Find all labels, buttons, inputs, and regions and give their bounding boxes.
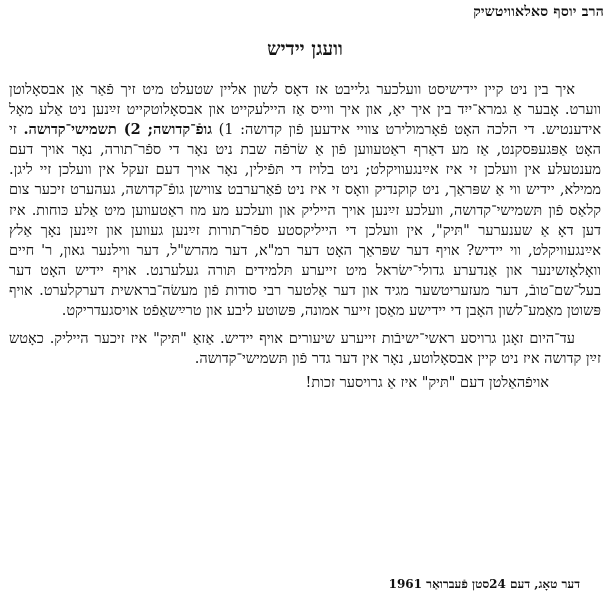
paragraph-1 bbox=[9, 80, 601, 321]
closing-line: אויפֿהאַלטן דעם "תּיק" איז אַ גרויסער זכות! bbox=[305, 375, 549, 392]
article-body bbox=[9, 80, 601, 393]
paragraph-2: עד־היום זאָגן גרויסע ראשי־ישיבֿות זייערע שיעורים אויף יידיש. אַזאַ "תּיק" איז זיכער הייליק. כאָטש זײַן קדושה איז ניט קיין אבסאָלוטע, נאָר אין דער גדר פֿון תּשמישי־קדושה. bbox=[9, 331, 601, 368]
paragraph-1-text-b: זי האָט אַפּגעפּסקנט, אַז מע דאַרף ראַטעווען פֿון אַ שׂרפֿה שבת ניט נאָר די ספֿר־תורה, נאָר אויך דעם מענטעלע אין וועלכן זי איז אײַנגעוויקלט; ניט בלויז די תּפֿילין, נאָר אויך דעם זעקל אין וועלכן זיי ליגן. ממילא, יידיש ווי אַ שפּראַך, ניט קוקנדיק וואָס זי איז ניט פֿאַרערבט צווישן גופֿ־קדושה, געהערט זיכער צום קלאַס פֿון תּשמישי־קדושה, וועלכע זײַנען אויך הייליק און וועלכע מע מוז ראַטעווען מיט אַלע כּוחות. איז דען דאָ אַ שענערער "תּיק", אין וועלכן די הייליקסטע ספֿר־תורות זײַנען געווען און זײַנען נאָך אַלץ אײַנגעוויקלט, ווי יידיש? אויף דער שפּראַך האָט דער רמ"א, דער מהרש"ל, דער ווילנער גאון, ר' חיים וואָלאָזשינער און אַנדערע גדולי־ישׂראל מיט זייערע תּלמידים תּורה געלערנט. אויף יידיש האָט דער בעל־שם־טובֿ, דער מעזעריטשער מגיד און דער אַלטער רבי סודות פֿון מעשׂה־בראשית דערקלערט. אויף פּשוטן מאַמע־לשון האָבן די יידישע מאַסן זייער אמונה, פּשוטע ליבע און טרײַשאַפֿט אויסגעדריקט. bbox=[9, 122, 601, 320]
paragraph-1-text-a: איך בין ניט קיין יידישיסט וועלכער גלייבט אז דאָס לשון אליין שטעלט מיט זיך פֿאַר אַן אבסאָלוטן ווערט. אָבער אַ גמרא־ייִד בין איך יאָ, און איך ווייס אַז היילעקייט און אבסאָלוטקייט זײַנען ניט אַלע מאָל אידענטיש. די הלכה האָט פֿאָרמולירט צוויי אידעען פֿון קדושה: 1) bbox=[9, 82, 602, 139]
article-title: וועגן יידיש bbox=[267, 38, 343, 60]
author-name: הרב יוסף סאלאוויטשיק bbox=[473, 4, 604, 20]
kedusha-terms: גופֿ־קדושה; 2) תשמישי־קדושה. bbox=[23, 121, 213, 139]
publication-date: דער טאָג, דעם 24סטן פֿעברואַר 1961 bbox=[388, 577, 580, 591]
